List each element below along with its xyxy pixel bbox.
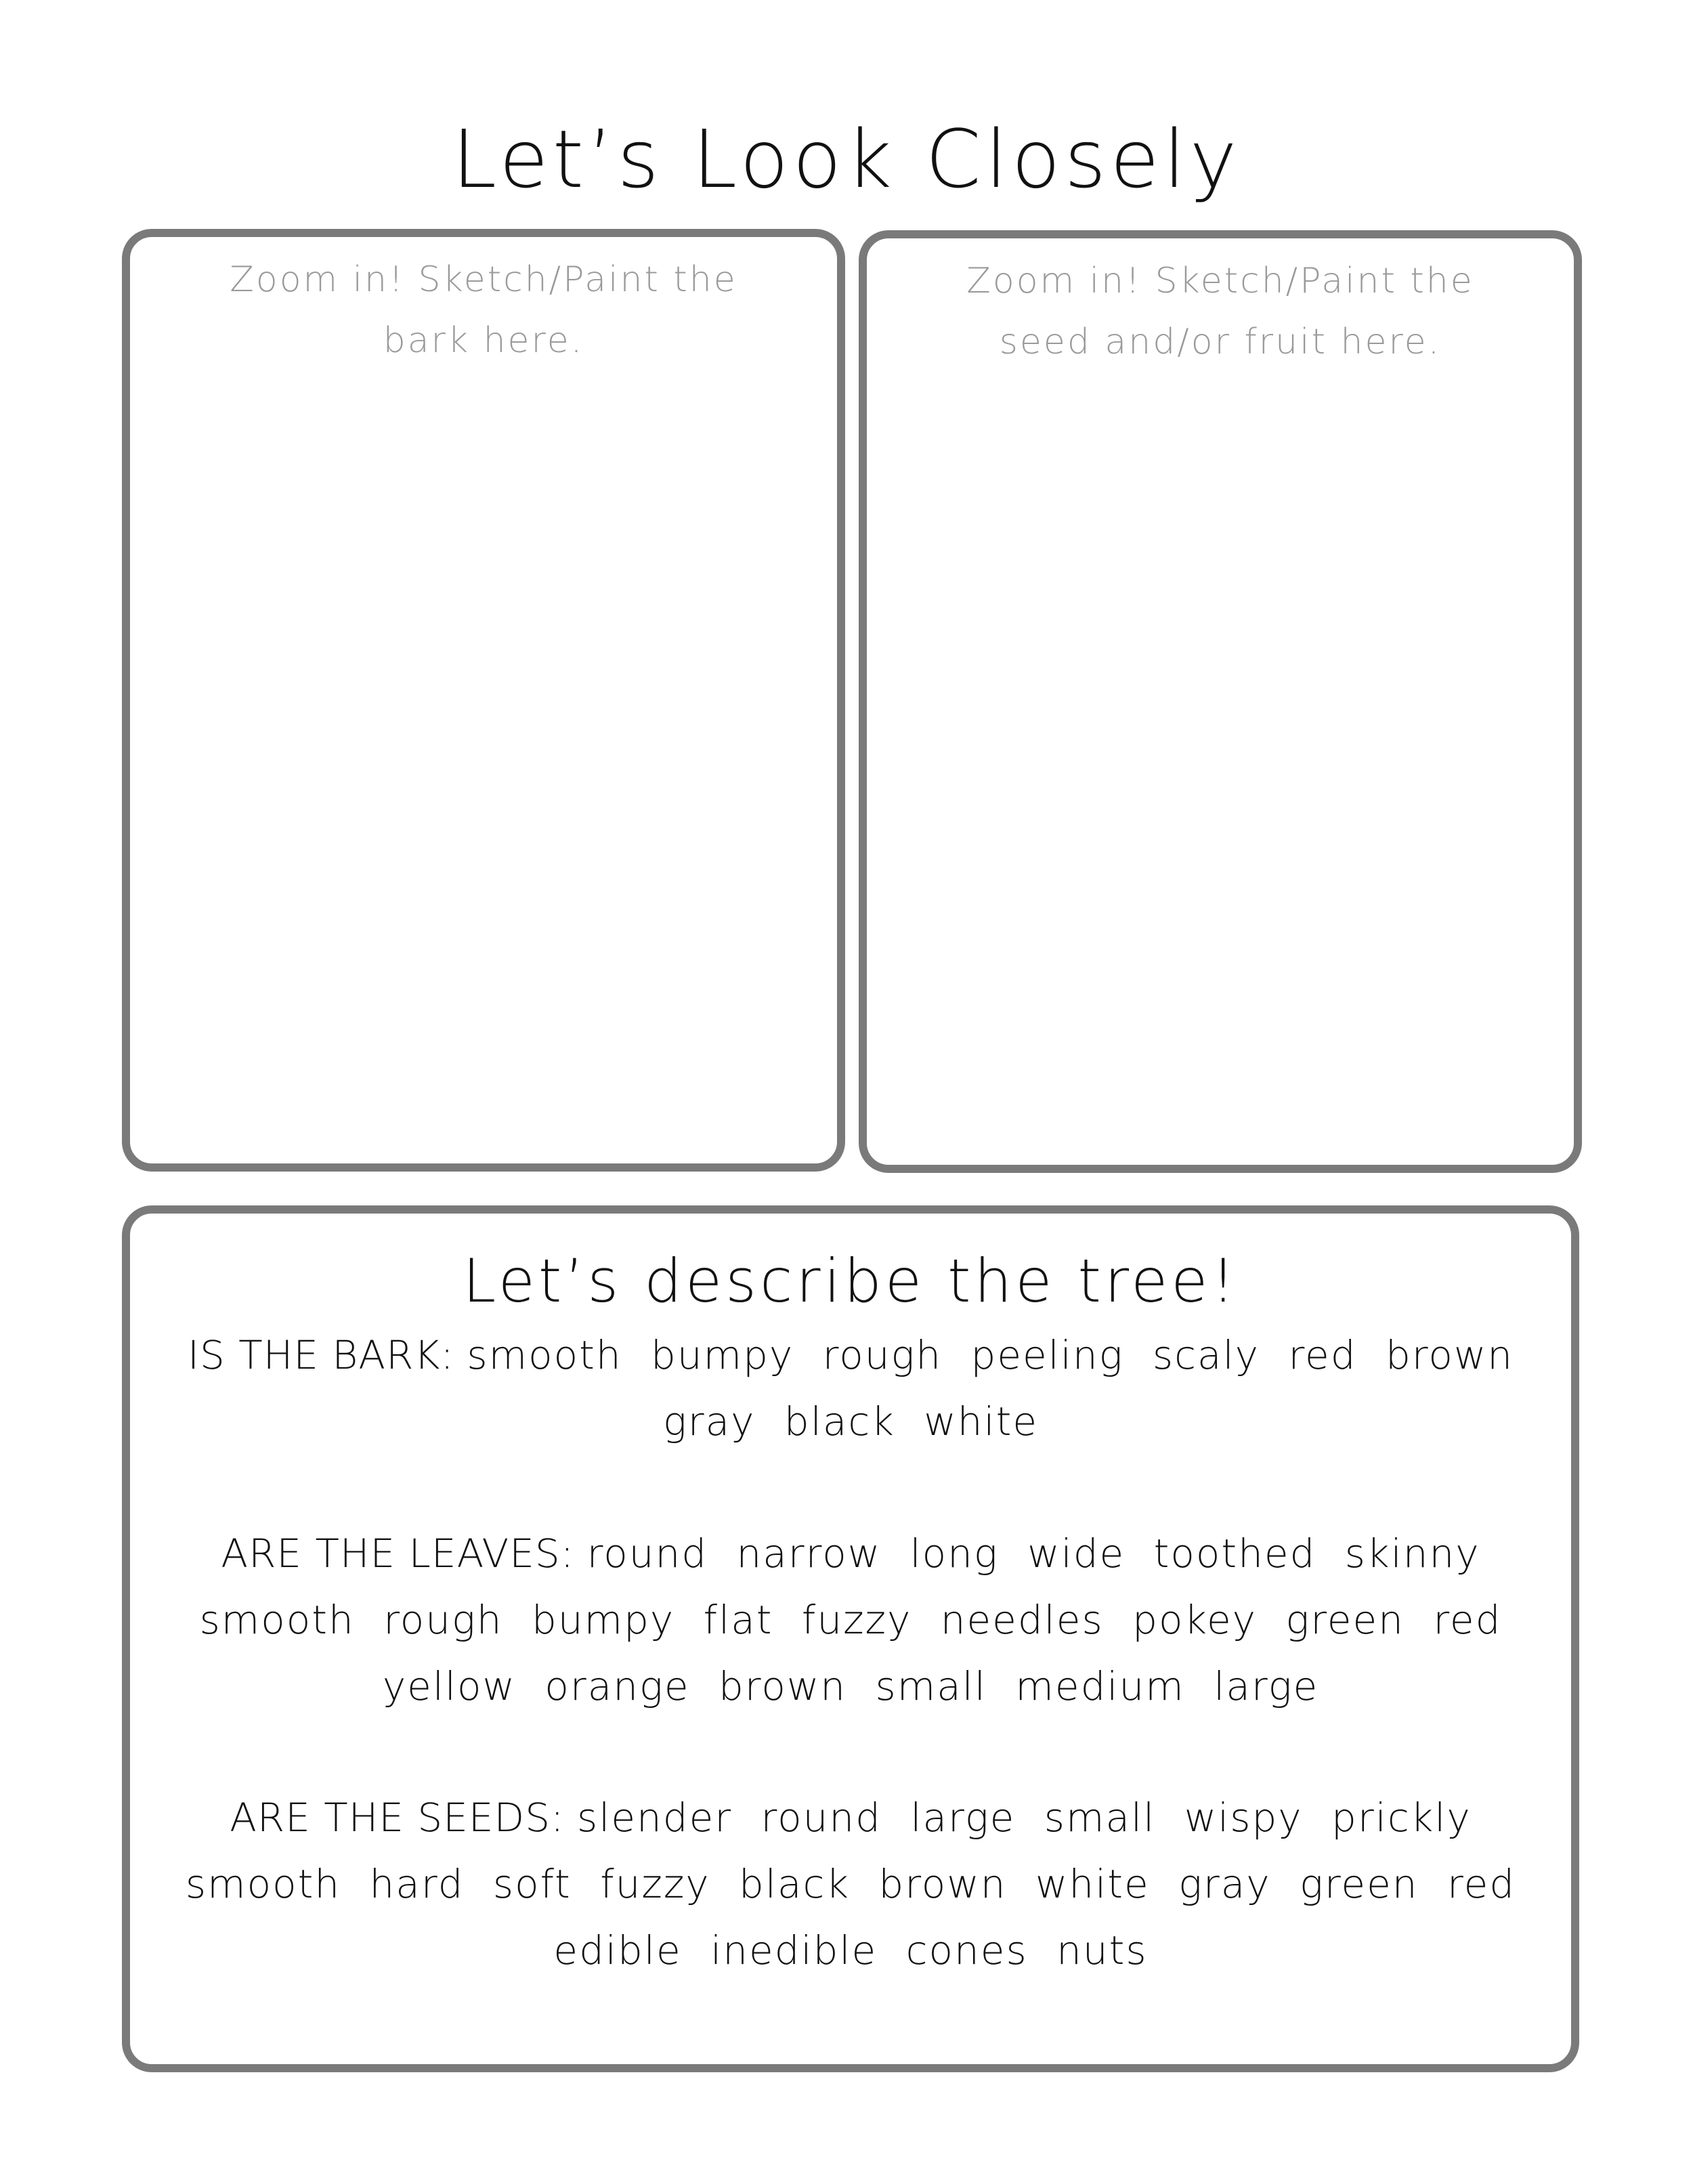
bark-options[interactable]: smooth bumpy rough peeling scaly red brown gray black white (467, 1332, 1514, 1444)
bark-question (144, 1322, 1558, 1455)
describe-tree-box (122, 1205, 1579, 2072)
bark-question-label: IS THE BARK: (187, 1332, 454, 1378)
seeds-question (144, 1784, 1558, 1984)
bark-sketch-box[interactable] (122, 229, 845, 1172)
seed-sketch-prompt: Zoom in! Sketch/Paint the seed and/or fruit here. (966, 261, 1474, 362)
describe-heading: Let’s describe the tree! (463, 1246, 1239, 1316)
leaves-options[interactable]: round narrow long wide toothed skinny smooth rough bumpy flat fuzzy needles pokey green red yellow orange brown small medium large (199, 1530, 1502, 1709)
seeds-options[interactable]: slender round large small wispy prickly smooth hard soft fuzzy black brown white gray green red edible inedible cones nuts (185, 1795, 1516, 1973)
seed-sketch-box[interactable] (859, 230, 1582, 1173)
leaves-question (144, 1520, 1558, 1719)
leaves-question-label: ARE THE LEAVES: (221, 1530, 575, 1577)
page-title: Let’s Look Closely (452, 112, 1241, 206)
seeds-question-label: ARE THE SEEDS: (230, 1795, 565, 1841)
bark-sketch-prompt: Zoom in! Sketch/Paint the bark here. (230, 259, 737, 361)
